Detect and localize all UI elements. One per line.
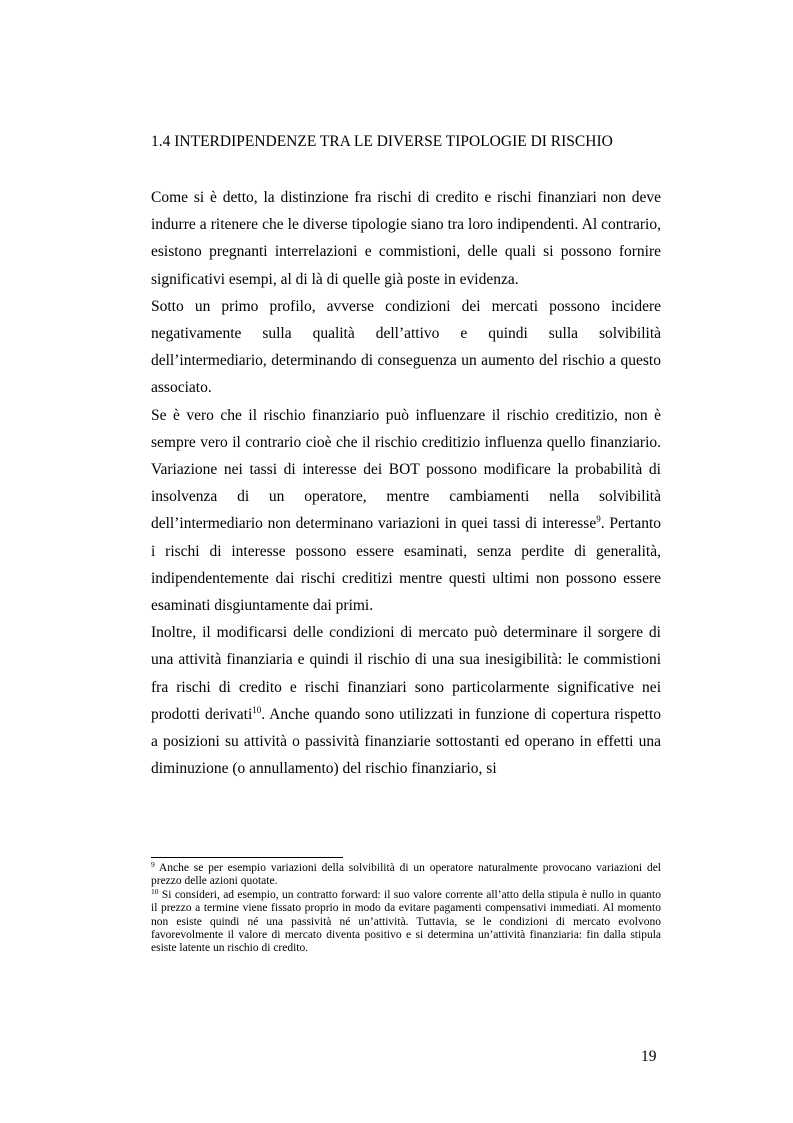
paragraph-4 xyxy=(151,619,661,782)
section-heading: 1.4 INTERDIPENDENZE TRA LE DIVERSE TIPOLOGIE DI RISCHIO xyxy=(151,133,613,150)
paragraph-1: Come si è detto, la distinzione fra rischi di credito e rischi finanziari non deve indurre a ritenere che le diverse tipologie siano tra loro indipendenti. Al contrario, esistono pregnanti interrelazioni e commistioni, delle quali si possono fornire significativi esempi, al di là di quelle già poste in evidenza. xyxy=(151,189,661,288)
footnote-ref-10: 10 xyxy=(252,704,262,715)
footnotes xyxy=(151,862,661,956)
footnote-10-number: 10 xyxy=(151,886,159,896)
footnote-separator xyxy=(151,857,343,858)
footnote-10 xyxy=(151,886,661,956)
body-text xyxy=(151,184,661,782)
paragraph-3-text-before: Se è vero che il rischio finanziario può influenzare il rischio creditizio, non è sempre vero il contrario cioè che il rischio creditizio influenza quello finanziario. Variazione nei tassi di interesse dei BOT possono modificare la probabilità di insolvenza di un operatore, mentre cambiamenti nella solvibilità dell’intermediario non determinano variazioni in quei tassi di interesse xyxy=(151,406,661,533)
footnote-ref-9: 9 xyxy=(596,514,601,525)
paragraph-3-text-after: . Pertanto i rischi di interesse possono essere esaminati, senza perdite di generalità, indipendentemente dai rischi creditizi mentre questi ultimi non possono essere esaminati disgiuntamente dai primi. xyxy=(151,515,662,615)
paragraph-3 xyxy=(151,402,661,620)
paragraph-2: Sotto un primo profilo, avverse condizioni dei mercati possono incidere negativamente sulla qualità dell’attivo e quindi sulla solvibilità dell’intermediario, determinando di conseguenza un aumento del rischio a questo associato. xyxy=(151,297,661,397)
footnote-9 xyxy=(151,862,661,889)
paragraph-4-text-before: Inoltre, il modificarsi delle condizioni di mercato può determinare il sorgere di una attività finanziaria e quindi il rischio di una sua inesigibilità: le commistioni fra rischi di credito e rischi finanziari sono particolarmente significative nei prodotti derivati xyxy=(151,624,661,723)
footnote-9-number: 9 xyxy=(151,860,155,869)
page-number: 19 xyxy=(641,1048,657,1065)
paragraph-4-text-after: . Anche quando sono utilizzati in funzione di copertura rispetto a posizioni su attività o passività finanziarie sottostanti ed operano in effetti una diminuzione (o annullamento) del rischio finanziario, si xyxy=(151,705,662,778)
footnote-9-text: Anche se per esempio variazioni della solvibilità di un operatore naturalmente provocano variazioni del prezzo delle azioni quotate. xyxy=(151,862,661,888)
footnote-10-text: Si consideri, ad esempio, un contratto forward: il suo valore corrente all’atto della stipula è nullo in quanto il prezzo a termine viene fissato proprio in modo da evitare pagamenti compensativi immediati. Al momento non esiste quindi né una passività né un’attività. Tuttavia, se le condizioni di mercato evolvono favorevolmente il valore di mercato diventa positivo e si determina un’attività finanziaria: fin dalla stipula esiste latente un rischio di credito. xyxy=(151,888,661,955)
